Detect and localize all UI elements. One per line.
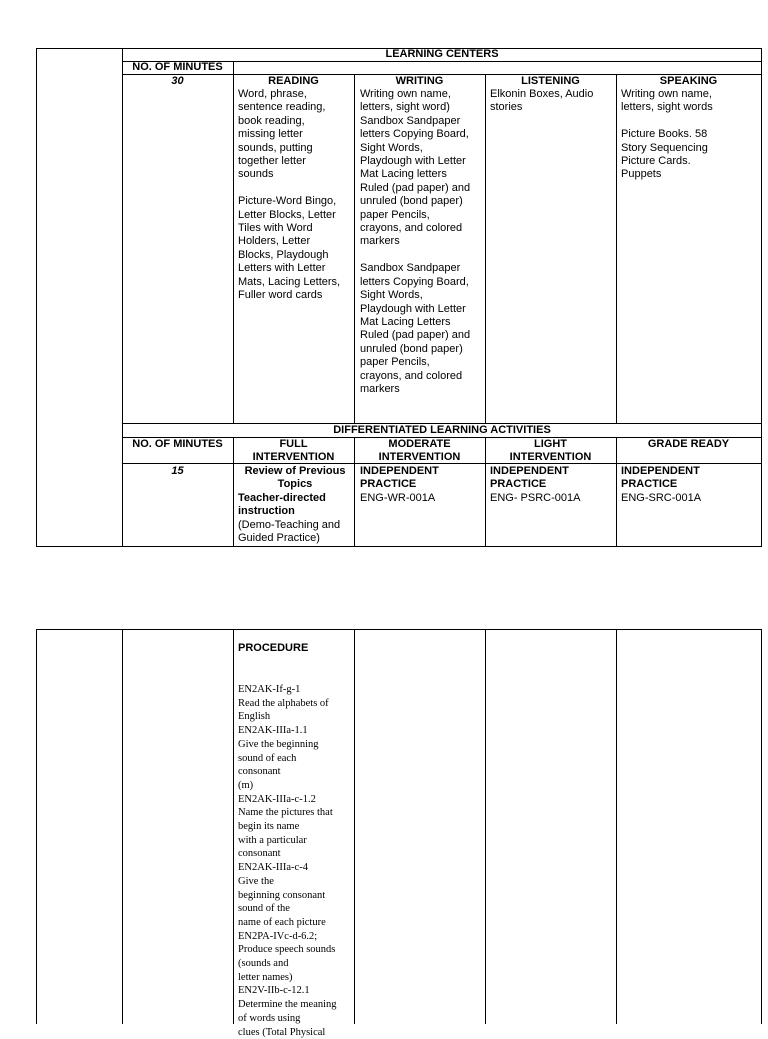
- speaking-body: Writing own name, letters, sight words Picture Books. 58 Story Sequencing Picture Cards. Puppets: [621, 88, 713, 181]
- review-topics: Review of Previous Topics: [244, 465, 346, 491]
- writing-body: Writing own name, letters, sight word) Sandbox Sandpaper letters Copying Board, Sight Words, Playdough with Letter Mat Lacing letters Ruled (pad paper) and unruled (bond paper) paper Pencils, crayons, and colored markers Sandbox Sandpaper letters Copying Board, Sight Words, Playdough with Letter Mat Lacing Letters Ruled (pad paper) and unruled (bond paper) paper Pencils, crayons, and colored markers: [360, 88, 471, 395]
- moderate-code: ENG-WR-001A: [360, 492, 436, 504]
- light-code: ENG- PSRC-001A: [490, 492, 581, 504]
- differentiated-title: DIFFERENTIATED LEARNING ACTIVITIES: [333, 424, 551, 436]
- light-practice: INDEPENDENT PRACTICE: [490, 465, 569, 491]
- light-intervention-header: LIGHT INTERVENTION: [509, 438, 592, 464]
- no-of-minutes-header: NO. OF MINUTES: [132, 61, 223, 73]
- full-intervention-header: FULL INTERVENTION: [252, 438, 335, 464]
- grade-ready-practice: INDEPENDENT PRACTICE: [621, 465, 700, 491]
- no-of-minutes-header-2: NO. OF MINUTES: [132, 438, 223, 450]
- grade-ready-code: ENG-SRC-001A: [621, 492, 702, 504]
- moderate-intervention-header: MODERATE INTERVENTION: [378, 438, 461, 464]
- minutes-value-diff: 15: [171, 465, 184, 477]
- learning-centers-title: LEARNING CENTERS: [385, 48, 499, 60]
- listening-header: LISTENING: [521, 75, 580, 87]
- writing-header: WRITING: [395, 75, 444, 87]
- speaking-header: SPEAKING: [659, 75, 718, 87]
- reading-body: Word, phrase, sentence reading, book reading, missing letter sounds, putting together letter sounds Picture-Word Bingo, Letter Blocks, Letter Tiles with Word Holders, Letter Blocks, Playdough Letters with Letter Mats, Lacing Letters, Fuller word cards: [238, 88, 341, 302]
- procedure-body: EN2AK-If-g-1 Read the alphabets of English EN2AK-IIIa-1.1 Give the beginning sound of each consonant (m) EN2AK-IIIa-c-1.2 Name the pictures that begin its name with a particular consonant EN2AK-IIIa-c-4 Give the beginning consonant sound of the name of each picture EN2PA-IVc-d-6.2; Produce speech sounds (sounds and letter names) EN2V-IIb-c-12.1 Determine the meaning of words using clues (Total Physical: [238, 684, 337, 1038]
- full-intervention-cell: [238, 465, 354, 545]
- listening-body: Elkonin Boxes, Audio stories: [490, 88, 594, 114]
- minutes-value-learning: 30: [171, 75, 184, 87]
- procedure-title: PROCEDURE: [238, 642, 309, 654]
- demo-teaching: (Demo-Teaching and Guided Practice): [238, 518, 341, 545]
- reading-header: READING: [268, 75, 319, 87]
- grade-ready-header: GRADE READY: [647, 438, 730, 450]
- teacher-directed: Teacher-directed instruction: [238, 491, 326, 518]
- moderate-practice: INDEPENDENT PRACTICE: [360, 465, 439, 491]
